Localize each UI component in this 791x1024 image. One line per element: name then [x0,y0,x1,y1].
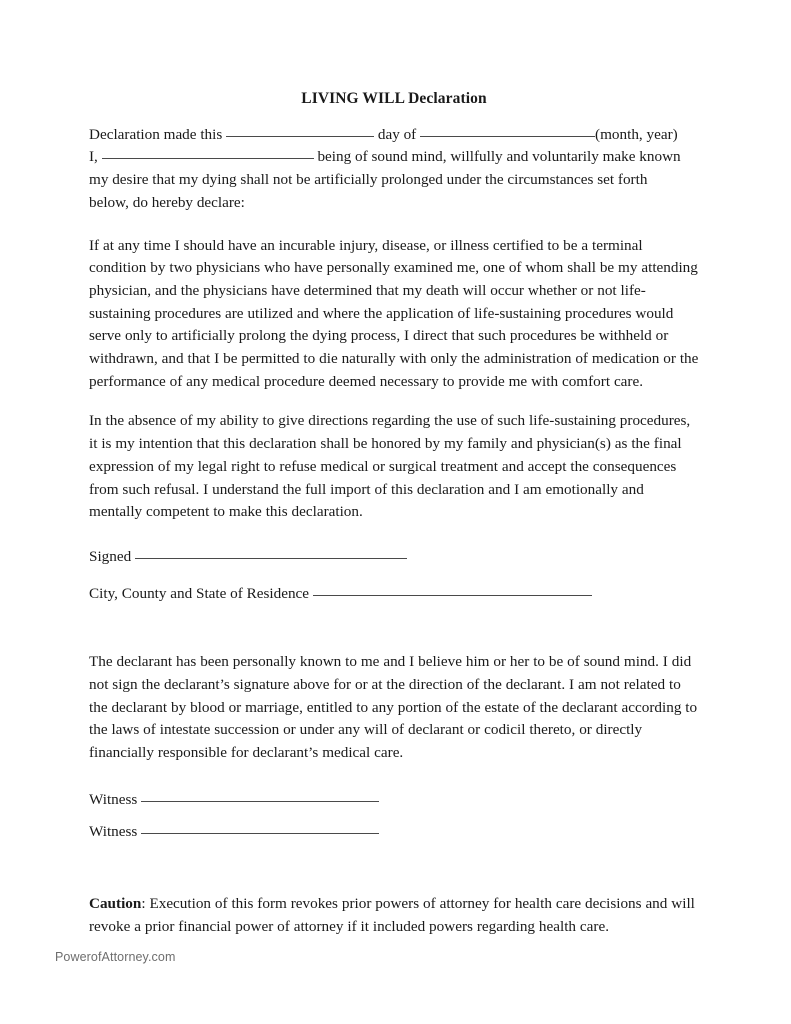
witness-fill-line-1[interactable] [141,801,379,802]
caution-notice [89,893,699,938]
residence-field-row [89,583,699,606]
month-year-fill-line[interactable] [420,136,595,137]
signature-fill-line[interactable] [135,558,407,559]
signed-field-row [89,546,699,569]
witness-attestation-paragraph: The declarant has been personally known to me and I believe him or her to be of sound mind. I did not sign the declarant’s signature above for or at the direction of the declarant. I am not related to the declarant by blood or marriage, entitled to any portion of the estate of the declarant according to the laws of intestate succession or under any will of declarant or codicil thereto, or directly financially responsible for declarant’s medical care. [89,653,698,762]
caution-label: Caution [89,895,142,913]
declaration-made-this-label: Declaration made this [89,125,223,143]
month-year-hint: (month, year) [595,125,678,143]
witness-field-row-1 [89,789,699,812]
declaration-date-line [89,124,699,147]
witness-field-row-2 [89,821,699,844]
witness-label-1: Witness [89,790,138,808]
witness-attestation-block [89,651,699,765]
declaration-intent-line-2: below, do hereby declare: [89,193,245,211]
page-title: LIVING WILL Declaration [301,90,487,107]
declaration-intent-line-1: my desire that my dying shall not be artificially prolonged under the circumstances set forth [89,171,648,189]
terminal-condition-paragraph: If at any time I should have an incurable injury, disease, or illness certified to be a terminal condition by two physicians who have personally examined me, one of whom shall be my attending physician, and the physicians have determined that my death will occur whether or not life-sustaining procedures are utilized and where the application of life-sustaining procedures would serve only to artificially prolong the dying process, I direct that such procedures be withheld or withdrawn, and that I be permitted to die naturally with only the administration of medication or the performance of any medical procedure deemed necessary to provide me with comfort care. [89,236,699,390]
document-content [89,88,699,939]
declarant-name-fill-line[interactable] [102,158,314,159]
residence-fill-line[interactable] [313,595,592,596]
day-fill-line[interactable] [226,136,374,137]
declaration-honor-paragraph: In the absence of my ability to give directions regarding the use of such life-sustaining procedures, it is my intention that this declaration shall be honored by my family and physician(s) as the final expression of my legal right to refuse medical or surgical treatment and accept the consequences from such refusal. I understand the full import of this declaration and I am emotionally and mentally competent to make this declaration. [89,412,691,521]
witness-fill-line-2[interactable] [141,833,379,834]
sound-mind-text: being of sound mind, willfully and voluntarily make known [317,148,681,166]
caution-paragraph [89,893,699,938]
declaration-intro [89,124,699,215]
witness-signature-block [89,789,699,843]
caution-text: : Execution of this form revokes prior powers of attorney for health care decisions and will revoke a prior financial power of attorney if it included powers regarding health care. [89,895,695,935]
signed-label: Signed [89,547,132,565]
footer-brand: PowerofAttorney.com [55,950,176,964]
witness-label-2: Witness [89,822,138,840]
declarant-name-line [89,146,699,169]
declarant-i-label: I, [89,148,98,166]
day-of-label: day of [377,125,417,143]
residence-label: City, County and State of Residence [89,584,310,602]
